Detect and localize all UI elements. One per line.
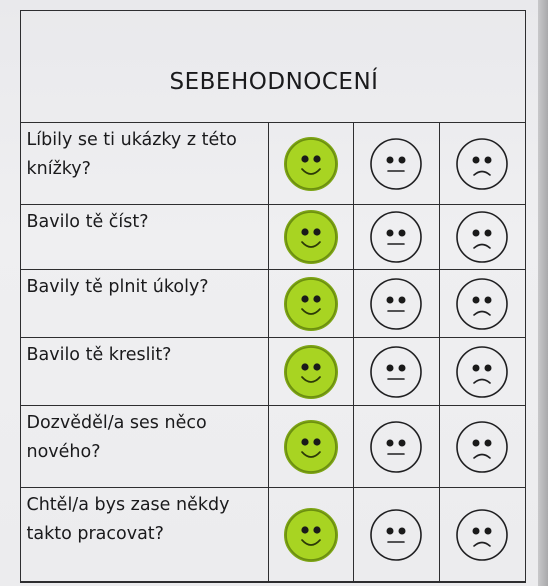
happy-face-cell[interactable] — [268, 270, 354, 338]
left-eye — [301, 295, 308, 302]
right-eye — [399, 296, 406, 303]
left-eye — [473, 156, 480, 163]
left-eye — [301, 526, 308, 533]
left-eye — [473, 364, 480, 371]
sad-face-icon — [450, 340, 514, 404]
left-eye — [301, 155, 308, 162]
sad-face-cell[interactable] — [439, 205, 525, 270]
neutral-face-cell[interactable] — [354, 270, 440, 338]
face-fill — [284, 509, 337, 562]
question-text: Líbily se ti ukázky z této knížky? — [26, 130, 237, 179]
neutral-face-cell[interactable] — [354, 406, 440, 488]
sad-face-cell[interactable] — [439, 338, 525, 406]
neutral-face-cell[interactable] — [354, 488, 440, 583]
sad-face-cell[interactable] — [439, 488, 525, 583]
neutral-face-cell[interactable] — [354, 338, 440, 406]
paper-edge — [538, 0, 548, 586]
happy-face-icon — [279, 503, 343, 567]
right-eye — [485, 296, 492, 303]
happy-face-icon — [279, 415, 343, 479]
left-eye — [473, 528, 480, 535]
sad-face-icon — [450, 503, 514, 567]
right-eye — [313, 155, 320, 162]
table-row — [20, 406, 525, 488]
face-outline — [457, 510, 507, 560]
face-fill — [284, 420, 337, 473]
right-eye — [485, 439, 492, 446]
right-eye — [313, 228, 320, 235]
sad-face-cell[interactable] — [439, 270, 525, 338]
happy-face-cell[interactable] — [268, 338, 354, 406]
left-eye — [473, 439, 480, 446]
left-eye — [301, 438, 308, 445]
frown-mouth — [474, 543, 490, 547]
table-row — [20, 123, 525, 205]
neutral-face-icon — [364, 340, 428, 404]
frown-mouth — [474, 245, 490, 249]
neutral-face-cell[interactable] — [354, 205, 440, 270]
left-eye — [301, 228, 308, 235]
sad-face-icon — [450, 415, 514, 479]
right-eye — [313, 438, 320, 445]
right-eye — [399, 528, 406, 535]
face-outline — [371, 212, 421, 262]
table-row — [20, 338, 525, 406]
sad-face-icon — [450, 205, 514, 269]
left-eye — [301, 363, 308, 370]
question-cell — [20, 270, 268, 338]
happy-face-cell[interactable] — [268, 123, 354, 205]
right-eye — [485, 156, 492, 163]
face-outline — [371, 422, 421, 472]
right-eye — [399, 156, 406, 163]
question-cell — [20, 123, 268, 205]
sad-face-icon — [450, 272, 514, 336]
face-outline — [457, 139, 507, 189]
right-eye — [485, 364, 492, 371]
face-outline — [371, 347, 421, 397]
face-fill — [284, 277, 337, 330]
right-eye — [399, 439, 406, 446]
assessment-table — [20, 122, 526, 583]
right-eye — [313, 295, 320, 302]
right-eye — [313, 526, 320, 533]
frown-mouth — [474, 311, 490, 315]
left-eye — [473, 296, 480, 303]
face-outline — [371, 510, 421, 560]
left-eye — [387, 439, 394, 446]
neutral-face-icon — [364, 205, 428, 269]
face-fill — [284, 137, 337, 190]
frown-mouth — [474, 454, 490, 458]
question-text: Chtěl/a bys zase někdy takto pracovat? — [26, 495, 230, 544]
neutral-face-icon — [364, 503, 428, 567]
neutral-face-icon — [364, 415, 428, 479]
neutral-face-cell[interactable] — [354, 123, 440, 205]
happy-face-cell[interactable] — [268, 205, 354, 270]
left-eye — [387, 156, 394, 163]
question-cell — [20, 488, 268, 583]
left-eye — [387, 230, 394, 237]
sad-face-cell[interactable] — [439, 123, 525, 205]
frown-mouth — [474, 379, 490, 383]
question-cell — [20, 406, 268, 488]
question-text: Bavily tě plnit úkoly? — [26, 277, 209, 297]
question-cell — [20, 338, 268, 406]
table-row — [20, 270, 525, 338]
table-row — [20, 488, 525, 583]
face-outline — [371, 279, 421, 329]
face-outline — [457, 212, 507, 262]
right-eye — [485, 528, 492, 535]
neutral-face-icon — [364, 132, 428, 196]
face-outline — [371, 139, 421, 189]
question-text: Dozvěděl/a ses něco nového? — [26, 413, 207, 462]
left-eye — [387, 296, 394, 303]
question-text: Bavilo tě kreslit? — [26, 345, 172, 365]
table-row — [20, 205, 525, 270]
happy-face-cell[interactable] — [268, 488, 354, 583]
question-text: Bavilo tě číst? — [26, 212, 149, 232]
left-eye — [387, 528, 394, 535]
face-outline — [457, 279, 507, 329]
right-eye — [485, 230, 492, 237]
face-fill — [284, 211, 337, 264]
left-eye — [387, 364, 394, 371]
self-assessment-form — [20, 10, 526, 582]
sad-face-cell[interactable] — [439, 406, 525, 488]
left-eye — [473, 230, 480, 237]
happy-face-icon — [279, 205, 343, 269]
right-eye — [399, 364, 406, 371]
happy-face-icon — [279, 272, 343, 336]
happy-face-cell[interactable] — [268, 406, 354, 488]
sad-face-icon — [450, 132, 514, 196]
right-eye — [313, 363, 320, 370]
right-eye — [399, 230, 406, 237]
form-title: SEBEHODNOCENÍ — [169, 69, 379, 95]
frown-mouth — [474, 171, 490, 175]
happy-face-icon — [279, 340, 343, 404]
face-outline — [457, 347, 507, 397]
question-cell — [20, 205, 268, 270]
face-fill — [284, 345, 337, 398]
neutral-face-icon — [364, 272, 428, 336]
happy-face-icon — [279, 132, 343, 196]
face-outline — [457, 422, 507, 472]
